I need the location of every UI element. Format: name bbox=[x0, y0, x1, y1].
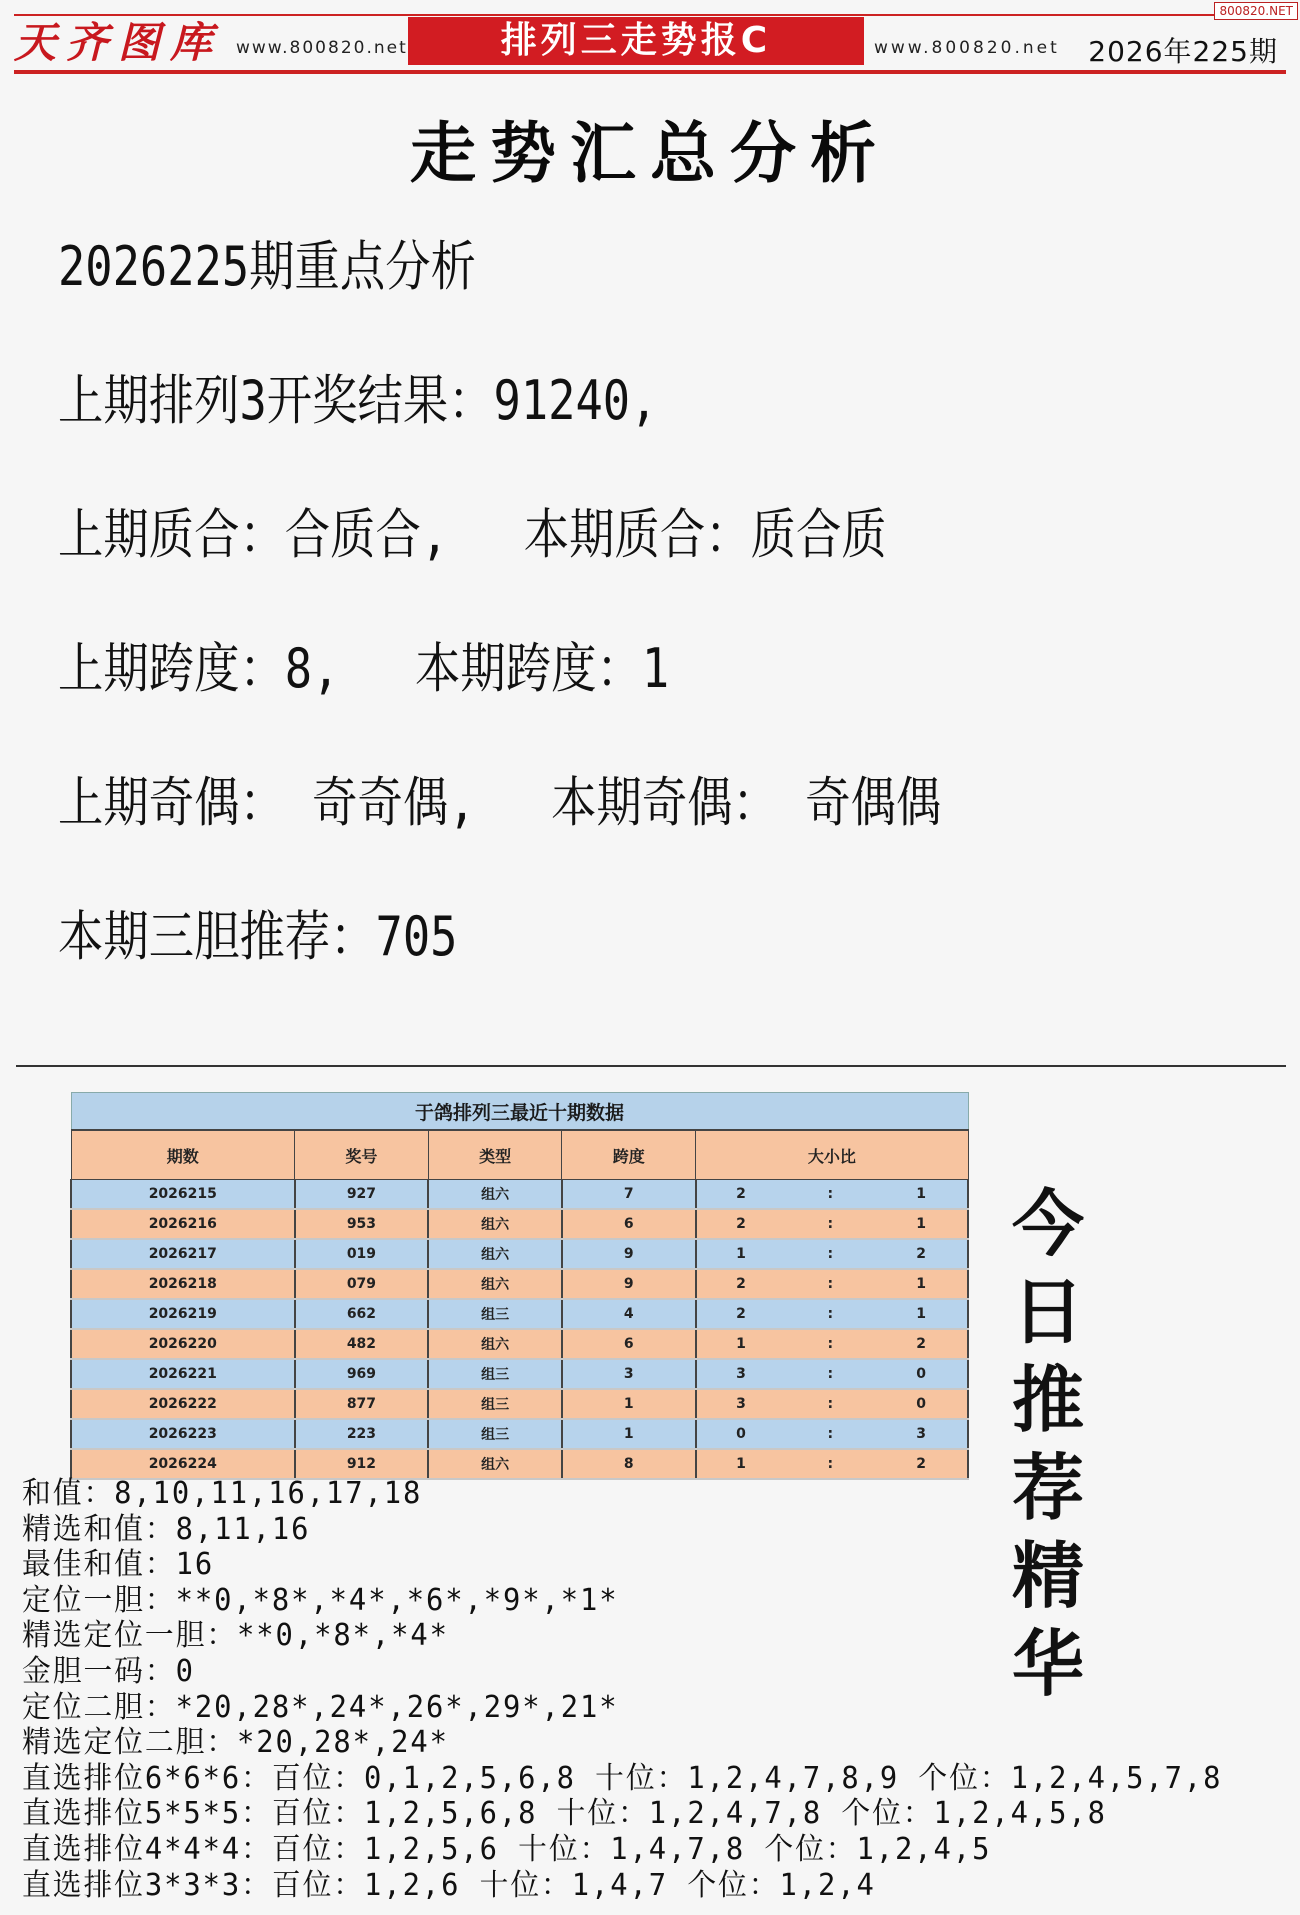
row-big: 1 bbox=[696, 1329, 786, 1359]
row-type: 组三 bbox=[428, 1419, 562, 1449]
row-issue: 2026223 bbox=[71, 1419, 295, 1449]
row-sep: : bbox=[785, 1180, 875, 1210]
row-big: 2 bbox=[696, 1180, 786, 1210]
table-row bbox=[71, 1239, 968, 1269]
row-issue: 2026216 bbox=[71, 1209, 295, 1239]
row-type: 组六 bbox=[428, 1449, 562, 1479]
side-line-3: 精华 bbox=[1012, 1534, 1095, 1706]
row-number: 482 bbox=[295, 1329, 429, 1359]
table-row bbox=[71, 1180, 968, 1210]
row-issue: 2026217 bbox=[71, 1239, 295, 1269]
row-big: 3 bbox=[696, 1359, 786, 1389]
odd-this: 本期奇偶： 奇偶偶 bbox=[551, 771, 942, 834]
row-issue: 2026218 bbox=[71, 1269, 295, 1299]
header-top-rule bbox=[14, 14, 1286, 16]
side-line-2: 推荐 bbox=[1012, 1358, 1095, 1530]
recent-draws-table bbox=[70, 1092, 969, 1480]
row-sep: : bbox=[785, 1359, 875, 1389]
row-small: 1 bbox=[875, 1180, 968, 1210]
row-issue: 2026219 bbox=[71, 1299, 295, 1329]
row-big: 3 bbox=[696, 1389, 786, 1419]
row-issue: 2026220 bbox=[71, 1329, 295, 1359]
row-number: 079 bbox=[295, 1269, 429, 1299]
row-span: 6 bbox=[562, 1209, 696, 1239]
row-sep: : bbox=[785, 1209, 875, 1239]
row-number: 969 bbox=[295, 1359, 429, 1389]
col-header-ratio: 大小比 bbox=[696, 1130, 968, 1180]
row-big: 2 bbox=[696, 1269, 786, 1299]
row-issue: 2026215 bbox=[71, 1180, 295, 1210]
row-span: 3 bbox=[562, 1359, 696, 1389]
recommendation-line: 和值：8,10,11,16,17,18 bbox=[22, 1476, 423, 1511]
row-sep: : bbox=[785, 1389, 875, 1419]
recommendation-line: 金胆一码：0 bbox=[22, 1653, 195, 1689]
prime-this: 本期质合：质合质 bbox=[523, 503, 887, 566]
row-small: 2 bbox=[875, 1449, 968, 1479]
recommendation-list bbox=[22, 1476, 1272, 1903]
odd-last: 上期奇偶： 奇奇偶, bbox=[58, 771, 476, 834]
site-logo: 天齐图库 bbox=[14, 18, 223, 67]
table-row bbox=[71, 1269, 968, 1299]
section-divider bbox=[16, 1065, 1286, 1067]
recommendation-line: 直选排位4*4*4：百位：1,2,5,6 十位：1,4,7,8 个位：1,2,4,5 bbox=[22, 1831, 992, 1867]
row-sep: : bbox=[785, 1299, 875, 1329]
recommendation-line: 精选和值：8,11,16 bbox=[22, 1511, 311, 1547]
row-number: 912 bbox=[295, 1449, 429, 1479]
side-line-1: 今日 bbox=[1012, 1182, 1095, 1354]
row-sep: : bbox=[785, 1449, 875, 1479]
span-last: 上期跨度：8, bbox=[58, 637, 340, 700]
row-sep: : bbox=[785, 1419, 875, 1449]
row-issue: 2026221 bbox=[71, 1359, 295, 1389]
row-number: 877 bbox=[295, 1389, 429, 1419]
table-row bbox=[71, 1389, 968, 1419]
row-type: 组六 bbox=[428, 1269, 562, 1299]
row-type: 组六 bbox=[428, 1239, 562, 1269]
recommendation-line: 直选排位5*5*5：百位：1,2,5,6,8 十位：1,2,4,7,8 个位：1,2,4,5,8 bbox=[22, 1796, 1107, 1832]
table-row bbox=[71, 1209, 968, 1239]
row-span: 1 bbox=[562, 1389, 696, 1419]
row-big: 2 bbox=[696, 1299, 786, 1329]
report-title: 排列三走势报C bbox=[408, 17, 864, 65]
key-title: 2026225期重点分析 bbox=[58, 235, 476, 298]
row-type: 组六 bbox=[428, 1329, 562, 1359]
row-span: 4 bbox=[562, 1299, 696, 1329]
row-small: 2 bbox=[875, 1239, 968, 1269]
col-header-issue: 期数 bbox=[71, 1130, 295, 1180]
row-small: 3 bbox=[875, 1419, 968, 1449]
recommendation-line: 精选定位二胆：*20,28*,24* bbox=[22, 1725, 449, 1761]
prime-composite-line bbox=[58, 500, 941, 634]
row-big: 1 bbox=[696, 1239, 786, 1269]
row-small: 0 bbox=[875, 1389, 968, 1419]
row-small: 1 bbox=[875, 1269, 968, 1299]
row-small: 1 bbox=[875, 1209, 968, 1239]
row-sep: : bbox=[785, 1329, 875, 1359]
recommendation-line: 直选排位6*6*6：百位：0,1,2,5,6,8 十位：1,2,4,7,8,9 个位：1,2,4,5,7,8 bbox=[22, 1760, 1223, 1796]
row-span: 9 bbox=[562, 1239, 696, 1269]
row-type: 组六 bbox=[428, 1180, 562, 1210]
table-row bbox=[71, 1329, 968, 1359]
row-small: 1 bbox=[875, 1299, 968, 1329]
odd-even-line bbox=[58, 768, 941, 902]
span-line bbox=[58, 634, 941, 768]
page-title: 走势汇总分析 bbox=[410, 115, 890, 192]
header-bottom-rule bbox=[14, 70, 1286, 74]
row-big: 1 bbox=[696, 1449, 786, 1479]
row-number: 953 bbox=[295, 1209, 429, 1239]
row-span: 6 bbox=[562, 1329, 696, 1359]
recommendation-line: 直选排位3*3*3：百位：1,2,6 十位：1,4,7 个位：1,2,4 bbox=[22, 1867, 876, 1903]
site-url-left: www.800820.net bbox=[236, 38, 408, 58]
row-issue: 2026224 bbox=[71, 1449, 295, 1479]
row-span: 1 bbox=[562, 1419, 696, 1449]
table-row bbox=[71, 1419, 968, 1449]
prime-last: 上期质合：合质合, bbox=[58, 503, 449, 566]
table-row bbox=[71, 1299, 968, 1329]
span-this: 本期跨度：1 bbox=[415, 637, 670, 700]
row-sep: : bbox=[785, 1269, 875, 1299]
row-big: 0 bbox=[696, 1419, 786, 1449]
table-caption: 于鸽排列三最近十期数据 bbox=[71, 1093, 968, 1131]
col-header-span: 跨度 bbox=[562, 1130, 696, 1180]
corner-site-tag: 800820.NET bbox=[1214, 2, 1298, 20]
table-row bbox=[71, 1359, 968, 1389]
recommendation-line: 定位一胆：**0,*8*,*4*,*6*,*9*,*1* bbox=[22, 1582, 619, 1618]
row-small: 2 bbox=[875, 1329, 968, 1359]
last-result: 上期排列3开奖结果：91240, bbox=[58, 369, 658, 432]
row-big: 2 bbox=[696, 1209, 786, 1239]
three-dan: 本期三胆推荐：705 bbox=[58, 905, 458, 968]
row-small: 0 bbox=[875, 1359, 968, 1389]
row-type: 组三 bbox=[428, 1299, 562, 1329]
table-row bbox=[71, 1449, 968, 1479]
key-analysis bbox=[58, 232, 1110, 1036]
row-span: 8 bbox=[562, 1449, 696, 1479]
recommendation-line: 最佳和值：16 bbox=[22, 1547, 215, 1583]
row-number: 662 bbox=[295, 1299, 429, 1329]
row-number: 927 bbox=[295, 1180, 429, 1210]
row-number: 019 bbox=[295, 1239, 429, 1269]
row-type: 组三 bbox=[428, 1389, 562, 1419]
row-type: 组三 bbox=[428, 1359, 562, 1389]
recommendation-line: 精选定位一胆：**0,*8*,*4* bbox=[22, 1618, 449, 1654]
row-span: 9 bbox=[562, 1269, 696, 1299]
row-issue: 2026222 bbox=[71, 1389, 295, 1419]
row-sep: : bbox=[785, 1239, 875, 1269]
row-type: 组六 bbox=[428, 1209, 562, 1239]
recommendation-line: 定位二胆：*20,28*,24*,26*,29*,21* bbox=[22, 1689, 619, 1725]
col-header-type: 类型 bbox=[428, 1130, 562, 1180]
col-header-number: 奖号 bbox=[295, 1130, 429, 1180]
issue-number: 2026年225期 bbox=[1088, 35, 1278, 68]
row-number: 223 bbox=[295, 1419, 429, 1449]
site-url-right: www.800820.net bbox=[874, 38, 1060, 58]
row-span: 7 bbox=[562, 1180, 696, 1210]
